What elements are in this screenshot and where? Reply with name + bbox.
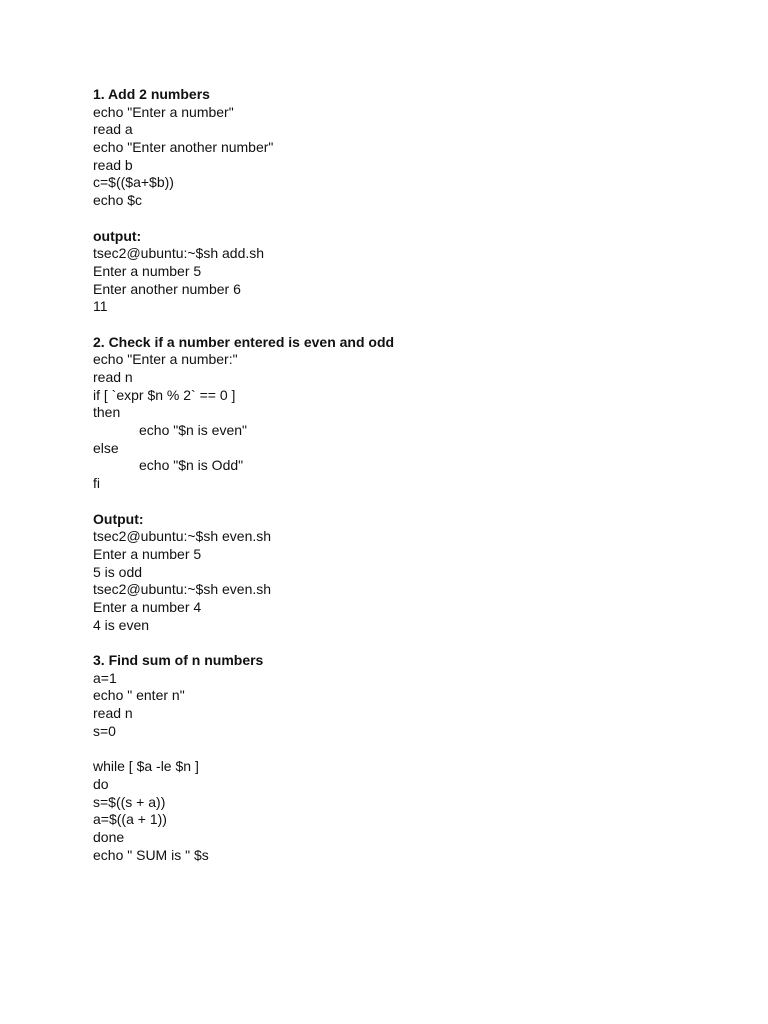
output-line: tsec2@ubuntu:~$sh even.sh: [93, 528, 272, 545]
section-title: 3. Find sum of n numbers: [93, 652, 264, 668]
output-label: Output:: [93, 510, 144, 527]
code-line: then: [93, 404, 121, 421]
output-line: Enter another number 6: [93, 280, 241, 297]
output-line: 4 is even: [93, 616, 150, 633]
code-line: if [ `expr $n % 2` == 0 ]: [93, 386, 236, 403]
code-line: read n: [93, 369, 133, 385]
code-line: s=$((s + a)): [93, 793, 166, 810]
code-line: echo $c: [93, 192, 143, 209]
section-title: 2. Check if a number entered is even and odd: [93, 333, 395, 350]
output-line: 11: [93, 298, 108, 315]
code-line: fi: [93, 475, 100, 492]
code-line: echo "Enter another number": [93, 139, 274, 156]
code-line: read b: [93, 156, 133, 173]
code-line: a=$((a + 1)): [93, 811, 167, 828]
blank-line: [93, 493, 713, 511]
blank-line: [93, 210, 713, 228]
code-line: while [ $a -le $n ]: [93, 758, 199, 775]
section-title: 1. Add 2 numbers: [93, 86, 210, 102]
blank-line: [93, 316, 713, 334]
blank-line: [93, 740, 713, 758]
code-line: c=$(($a+$b)): [93, 174, 174, 191]
output-line: Enter a number 4: [93, 598, 202, 615]
document-page: [93, 86, 713, 864]
code-line: echo "Enter a number:": [93, 351, 238, 368]
code-line: echo " enter n": [93, 687, 185, 704]
code-line: a=1: [93, 669, 117, 686]
output-line: 5 is odd: [93, 563, 143, 580]
output-label: output:: [93, 227, 142, 244]
code-line: echo "$n is Odd": [139, 457, 244, 474]
blank-line: [93, 634, 713, 652]
code-line: read n: [93, 705, 133, 722]
output-line: Enter a number 5: [93, 262, 202, 279]
code-line: read a: [93, 121, 133, 138]
output-line: Enter a number 5: [93, 545, 202, 562]
code-line: echo "Enter a number": [93, 103, 234, 120]
code-line: else: [93, 439, 119, 456]
output-line: tsec2@ubuntu:~$sh add.sh: [93, 245, 265, 262]
code-line: echo "$n is even": [139, 422, 248, 439]
code-line: done: [93, 828, 125, 845]
code-line: s=0: [93, 722, 116, 739]
code-line: echo " SUM is " $s: [93, 846, 209, 863]
output-line: tsec2@ubuntu:~$sh even.sh: [93, 581, 272, 598]
code-line: do: [93, 775, 109, 792]
